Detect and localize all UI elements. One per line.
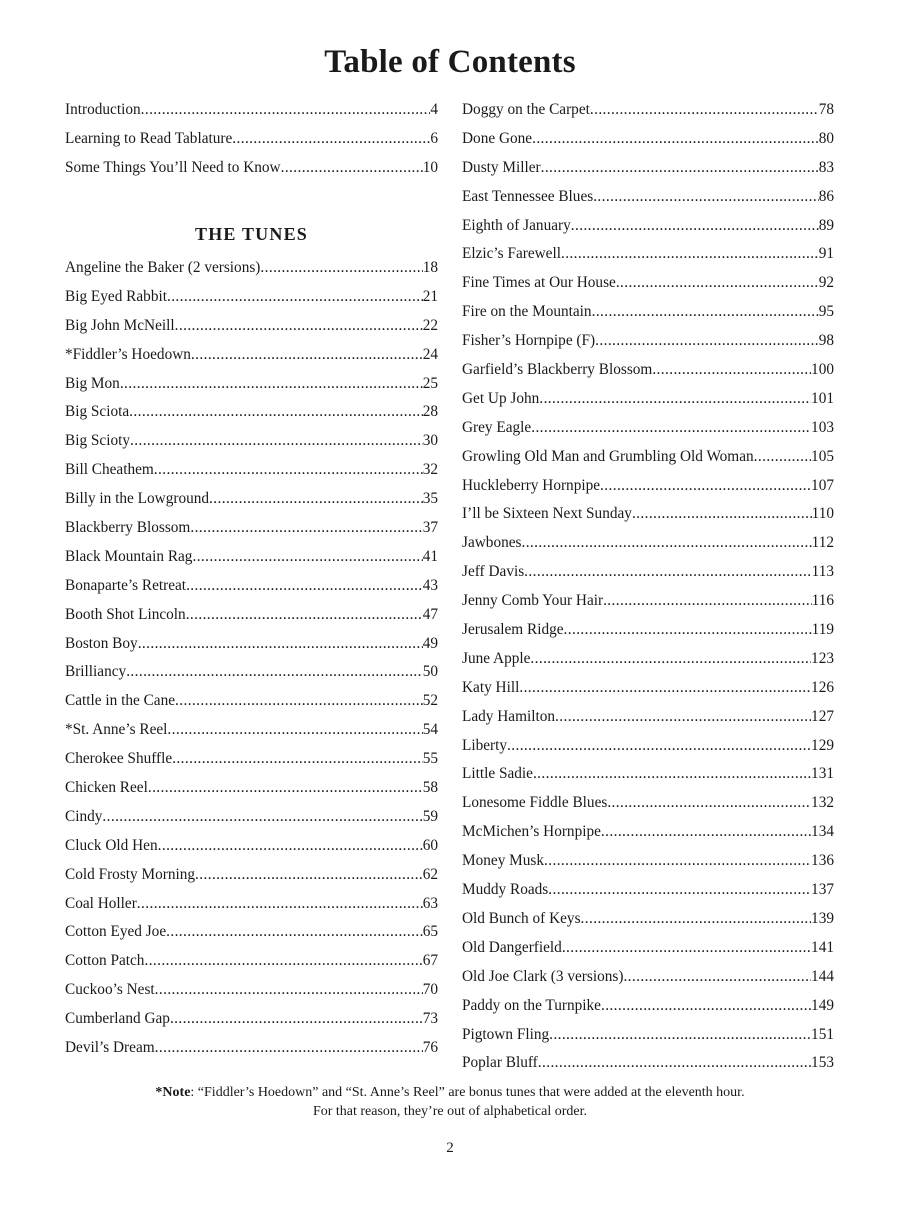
- dot-leader: [592, 298, 819, 327]
- toc-entry: [65, 890, 438, 919]
- toc-entry-title: Bonaparte’s Retreat: [65, 576, 187, 594]
- toc-entry: [462, 905, 834, 934]
- dot-leader: [158, 832, 423, 861]
- toc-entry-title: Muddy Roads: [462, 881, 549, 899]
- toc-entry: [65, 947, 438, 976]
- toc-entry: [65, 154, 438, 183]
- toc-entry: [462, 558, 834, 587]
- toc-entry-title: Big Mon: [65, 374, 120, 392]
- toc-entry-page: 58: [422, 779, 438, 797]
- dot-leader: [549, 1021, 811, 1050]
- section-heading: THE TUNES: [194, 224, 308, 244]
- toc-entry-page: 89: [818, 216, 834, 234]
- dot-leader: [170, 1005, 423, 1034]
- toc-entry-page: 50: [422, 663, 438, 681]
- dot-leader: [141, 96, 431, 125]
- dot-leader: [148, 774, 423, 803]
- toc-entry-page: 10: [422, 158, 438, 176]
- toc-entry-page: 105: [811, 447, 834, 465]
- toc-entry: [462, 876, 834, 905]
- toc-entry: [65, 341, 438, 370]
- toc-entry-page: 30: [422, 432, 438, 450]
- toc-entry-page: 112: [811, 534, 834, 552]
- toc-entry-page: 43: [422, 576, 438, 594]
- dot-leader: [260, 254, 422, 283]
- toc-entry: [462, 443, 834, 472]
- toc-entry-page: 47: [422, 605, 438, 623]
- toc-entry-title: Introduction: [65, 101, 141, 118]
- toc-entry-title: Little Sadie: [462, 765, 533, 783]
- toc-entry-page: 149: [811, 996, 834, 1014]
- dot-leader: [524, 558, 811, 587]
- dot-leader: [593, 183, 819, 212]
- toc-entry-title: Done Gone: [462, 129, 533, 147]
- dot-leader: [175, 687, 423, 716]
- toc-entry-title: Jenny Comb Your Hair: [462, 592, 604, 610]
- toc-entry-page: 92: [818, 274, 834, 292]
- footnote-text: : “Fiddler’s Hoedown” and “St. Anne’s Reel” are bonus tunes that were added at the eleventh hour.: [190, 1085, 745, 1100]
- toc-entry-title: McMichen’s Hornpipe: [462, 823, 601, 841]
- dot-leader: [126, 658, 423, 687]
- toc-entry: [462, 414, 834, 443]
- toc-entry-title: Old Dangerfield: [462, 938, 562, 956]
- dot-leader: [548, 876, 811, 905]
- toc-entry-page: 139: [811, 909, 834, 927]
- toc-entry: [462, 385, 834, 414]
- toc-entry-title: June Apple: [462, 649, 531, 667]
- toc-entry-page: 123: [811, 649, 834, 667]
- toc-entry-title: Cherokee Shuffle: [65, 750, 173, 768]
- toc-entry-title: Learning to Read Tablature: [65, 129, 233, 147]
- toc-entry-page: 78: [818, 101, 834, 118]
- toc-entry: [65, 572, 438, 601]
- toc-entry: [65, 861, 438, 890]
- toc-entry: [65, 745, 438, 774]
- toc-entry-page: 70: [422, 981, 438, 999]
- toc-entry-title: Some Things You’ll Need to Know: [65, 158, 281, 176]
- toc-entry: [65, 630, 438, 659]
- dot-leader: [595, 327, 819, 356]
- toc-entry: [65, 427, 438, 456]
- toc-entry-page: 6: [430, 129, 438, 147]
- footnote-line-2: For that reason, they’re out of alphabetical order.: [312, 1104, 588, 1119]
- toc-entry-page: 100: [811, 361, 834, 379]
- toc-entry: [462, 212, 834, 241]
- toc-entry-page: 22: [422, 316, 438, 334]
- toc-entry: [462, 125, 834, 154]
- toc-entry: [65, 774, 438, 803]
- toc-entry: [65, 658, 438, 687]
- toc-entry: [65, 370, 438, 399]
- dot-leader: [192, 543, 422, 572]
- toc-entry: [462, 674, 834, 703]
- dot-leader: [555, 703, 811, 732]
- toc-entry-page: 35: [422, 490, 438, 508]
- toc-entry-page: 4: [430, 101, 438, 118]
- toc-entry: [462, 818, 834, 847]
- dot-leader: [144, 947, 422, 976]
- dot-leader: [191, 341, 423, 370]
- toc-entry: [462, 934, 834, 963]
- toc-entry-page: 41: [422, 547, 438, 565]
- dot-leader: [102, 803, 422, 832]
- dot-leader: [521, 529, 811, 558]
- toc-entry-page: 60: [422, 836, 438, 854]
- page-number: 2: [446, 1140, 454, 1156]
- toc-entry-page: 137: [811, 881, 834, 899]
- toc-entry-title: I’ll be Sixteen Next Sunday: [462, 505, 632, 523]
- toc-entry-page: 132: [811, 794, 834, 812]
- toc-entry: [462, 760, 834, 789]
- toc-entry: [462, 587, 834, 616]
- toc-entry-page: 80: [818, 129, 834, 147]
- dot-leader: [166, 918, 423, 947]
- toc-entry-page: 126: [811, 678, 834, 696]
- toc-entry: [462, 963, 834, 992]
- toc-entry-title: Paddy on the Turnpike: [462, 996, 601, 1014]
- toc-entry-title: Liberty: [462, 736, 508, 754]
- toc-entry-title: Get Up John: [462, 389, 540, 407]
- toc-entry: [462, 1021, 834, 1050]
- dot-leader: [581, 905, 812, 934]
- toc-entry: [65, 514, 438, 543]
- dot-leader: [603, 587, 812, 616]
- toc-entry-title: Jawbones: [462, 534, 522, 552]
- tunes-list-right: [462, 96, 834, 1078]
- dot-leader: [120, 370, 423, 399]
- dot-leader: [195, 861, 423, 890]
- toc-entry-title: Growling Old Man and Grumbling Old Woman: [462, 447, 754, 465]
- toc-entry-title: Cattle in the Cane: [65, 692, 176, 710]
- toc-entry-page: 136: [811, 852, 834, 870]
- toc-entry-page: 24: [422, 345, 438, 363]
- toc-entry-title: Money Musk: [462, 852, 545, 870]
- toc-entry-page: 21: [422, 287, 438, 305]
- dot-leader: [607, 789, 811, 818]
- toc-entry-page: 129: [811, 736, 834, 754]
- toc-entry-page: 67: [422, 952, 438, 970]
- toc-entry-title: Poplar Bluff: [462, 1054, 538, 1072]
- toc-entry-title: Big Scioty: [65, 432, 131, 450]
- toc-entry-title: Garfield’s Blackberry Blossom: [462, 361, 653, 379]
- toc-entry-page: 63: [422, 894, 438, 912]
- dot-leader: [281, 154, 423, 183]
- dot-leader: [571, 212, 819, 241]
- dot-leader: [562, 934, 811, 963]
- toc-entry: [65, 96, 438, 125]
- toc-entry-page: 95: [818, 303, 834, 321]
- toc-entry-title: Black Mountain Rag: [65, 547, 193, 565]
- toc-entry: [462, 529, 834, 558]
- dot-leader: [175, 312, 423, 341]
- toc-entry-title: Cumberland Gap: [65, 1010, 170, 1028]
- toc-entry-page: 86: [818, 187, 834, 205]
- toc-entry: [462, 1049, 834, 1078]
- dot-leader: [561, 240, 819, 269]
- dot-leader: [539, 385, 811, 414]
- footnote-line-1: [0, 1083, 900, 1102]
- toc-entry: [462, 732, 834, 761]
- footnote-label: *Note: [155, 1085, 191, 1100]
- toc-entry-page: 25: [422, 374, 438, 392]
- toc-entry: [65, 254, 438, 283]
- toc-entry-page: 119: [811, 621, 834, 639]
- toc-entry-title: Eighth of January: [462, 216, 571, 234]
- toc-entry: [462, 500, 834, 529]
- dot-leader: [538, 1049, 811, 1078]
- toc-entry: [65, 312, 438, 341]
- dot-leader: [531, 414, 811, 443]
- intro-list: [65, 96, 438, 183]
- toc-entry: [65, 601, 438, 630]
- toc-entry-title: Elzic’s Farewell: [462, 245, 561, 263]
- toc-entry-title: Devil’s Dream: [65, 1039, 155, 1057]
- dot-leader: [652, 356, 811, 385]
- toc-entry-title: Cluck Old Hen: [65, 836, 158, 854]
- toc-entry-page: 134: [811, 823, 834, 841]
- toc-entry: [462, 327, 834, 356]
- toc-entry-title: Doggy on the Carpet: [462, 101, 590, 118]
- toc-entry: [65, 456, 438, 485]
- toc-entry: [65, 485, 438, 514]
- toc-entry-title: Old Joe Clark (3 versions): [462, 967, 624, 985]
- dot-leader: [137, 890, 423, 919]
- toc-entry: [65, 687, 438, 716]
- dot-leader: [507, 732, 811, 761]
- dot-leader: [154, 456, 423, 485]
- toc-entry-page: 65: [422, 923, 438, 941]
- toc-entry-title: Fire on the Mountain: [462, 303, 592, 321]
- dot-leader: [623, 963, 811, 992]
- toc-entry: [65, 1034, 438, 1063]
- toc-entry-page: 131: [811, 765, 834, 783]
- toc-entry-page: 110: [811, 505, 834, 523]
- toc-entry-title: Brilliancy: [65, 663, 127, 681]
- toc-entry-page: 107: [811, 476, 834, 494]
- toc-entry-title: Fine Times at Our House: [462, 274, 616, 292]
- toc-entry-title: Boston Boy: [65, 634, 138, 652]
- toc-entry-page: 101: [811, 389, 834, 407]
- footnote: [0, 1083, 900, 1121]
- toc-entry-page: 62: [422, 865, 438, 883]
- toc-entry: [462, 269, 834, 298]
- toc-entry-title: Huckleberry Hornpipe: [462, 476, 601, 494]
- toc-entry-title: Jerusalem Ridge: [462, 621, 564, 639]
- toc-entry-page: 55: [422, 750, 438, 768]
- page-title: Table of Contents: [324, 44, 576, 80]
- toc-entry-page: 113: [811, 563, 834, 581]
- dot-leader: [532, 125, 819, 154]
- toc-entry-title: *St. Anne’s Reel: [65, 721, 168, 739]
- toc-entry: [65, 918, 438, 947]
- toc-entry-page: 49: [422, 634, 438, 652]
- tunes-list-left: [65, 254, 438, 1063]
- dot-leader: [601, 818, 811, 847]
- dot-leader: [601, 992, 811, 1021]
- toc-entry: [462, 154, 834, 183]
- toc-entry-page: 28: [422, 403, 438, 421]
- dot-leader: [155, 976, 423, 1005]
- toc-entry-title: Old Bunch of Keys: [462, 909, 581, 927]
- toc-entry-title: Lonesome Fiddle Blues: [462, 794, 608, 812]
- toc-entry-page: 103: [811, 418, 834, 436]
- toc-entry: [65, 803, 438, 832]
- toc-entry: [65, 716, 438, 745]
- toc-entry-title: Chicken Reel: [65, 779, 148, 797]
- toc-entry: [65, 543, 438, 572]
- toc-entry-title: Jeff Davis: [462, 563, 525, 581]
- toc-entry-page: 144: [811, 967, 834, 985]
- dot-leader: [232, 125, 430, 154]
- dot-leader: [155, 1034, 423, 1063]
- toc-entry: [65, 398, 438, 427]
- toc-entry-title: Blackberry Blossom: [65, 519, 191, 537]
- dot-leader: [590, 96, 819, 125]
- dot-leader: [530, 645, 811, 674]
- toc-entry: [65, 976, 438, 1005]
- toc-entry-page: 37: [422, 519, 438, 537]
- toc-entry-page: 18: [422, 259, 438, 276]
- dot-leader: [519, 674, 811, 703]
- toc-entry-page: 73: [422, 1010, 438, 1028]
- dot-leader: [186, 601, 423, 630]
- dot-leader: [172, 745, 423, 774]
- dot-leader: [129, 398, 423, 427]
- toc-entry: [462, 240, 834, 269]
- toc-entry-page: 141: [811, 938, 834, 956]
- toc-entry-title: Big Sciota: [65, 403, 130, 421]
- toc-entry-title: Lady Hamilton: [462, 707, 556, 725]
- toc-entry: [65, 125, 438, 154]
- dot-leader: [533, 760, 811, 789]
- toc-entry-page: 98: [818, 332, 834, 350]
- dot-leader: [167, 283, 423, 312]
- toc-entry-page: 153: [811, 1054, 834, 1072]
- toc-entry-page: 91: [818, 245, 834, 263]
- toc-entry-title: Coal Holler: [65, 894, 137, 912]
- toc-entry: [462, 298, 834, 327]
- toc-entry-title: Big Eyed Rabbit: [65, 287, 167, 305]
- toc-entry: [462, 847, 834, 876]
- toc-entry-page: 151: [811, 1025, 834, 1043]
- dot-leader: [209, 485, 423, 514]
- toc-entry-title: Dusty Miller: [462, 158, 541, 176]
- toc-entry: [462, 703, 834, 732]
- toc-entry-page: 54: [422, 721, 438, 739]
- dot-leader: [541, 154, 819, 183]
- toc-entry-page: 127: [811, 707, 834, 725]
- toc-entry-page: 76: [422, 1039, 438, 1057]
- dot-leader: [138, 630, 423, 659]
- toc-entry-title: Cold Frosty Morning: [65, 865, 196, 883]
- dot-leader: [600, 472, 811, 501]
- dot-leader: [190, 514, 422, 543]
- dot-leader: [167, 716, 422, 745]
- toc-entry-title: Cindy: [65, 807, 103, 825]
- toc-entry-title: Katy Hill: [462, 678, 520, 696]
- toc-entry-title: Cuckoo’s Nest: [65, 981, 155, 999]
- toc-entry-title: *Fiddler’s Hoedown: [65, 345, 191, 363]
- toc-entry: [462, 789, 834, 818]
- toc-entry: [462, 645, 834, 674]
- dot-leader: [616, 269, 819, 298]
- toc-entry-title: Booth Shot Lincoln: [65, 605, 186, 623]
- dot-leader: [754, 443, 811, 472]
- toc-entry-title: Bill Cheathem: [65, 461, 154, 479]
- toc-entry: [462, 616, 834, 645]
- toc-entry: [462, 96, 834, 125]
- toc-entry-page: 52: [422, 692, 438, 710]
- dot-leader: [130, 427, 423, 456]
- toc-entry-title: Grey Eagle: [462, 418, 532, 436]
- toc-entry-title: Cotton Eyed Joe: [65, 923, 167, 941]
- toc-entry-page: 83: [818, 158, 834, 176]
- toc-entry: [462, 992, 834, 1021]
- toc-entry: [65, 1005, 438, 1034]
- toc-entry-title: Angeline the Baker (2 versions): [65, 259, 261, 276]
- dot-leader: [564, 616, 812, 645]
- toc-entry-title: Cotton Patch: [65, 952, 145, 970]
- toc-entry-page: 32: [422, 461, 438, 479]
- toc-entry-title: East Tennessee Blues: [462, 187, 594, 205]
- toc-entry-title: Big John McNeill: [65, 316, 175, 334]
- dot-leader: [632, 500, 812, 529]
- toc-entry-page: 116: [811, 592, 834, 610]
- toc-entry-title: Pigtown Fling: [462, 1025, 550, 1043]
- toc-entry-title: Billy in the Lowground: [65, 490, 210, 508]
- dot-leader: [186, 572, 423, 601]
- dot-leader: [544, 847, 811, 876]
- toc-entry-title: Fisher’s Hornpipe (F): [462, 332, 596, 350]
- toc-entry: [65, 832, 438, 861]
- toc-entry: [462, 356, 834, 385]
- toc-entry: [462, 472, 834, 501]
- toc-entry: [462, 183, 834, 212]
- toc-entry: [65, 283, 438, 312]
- toc-entry-page: 59: [422, 807, 438, 825]
